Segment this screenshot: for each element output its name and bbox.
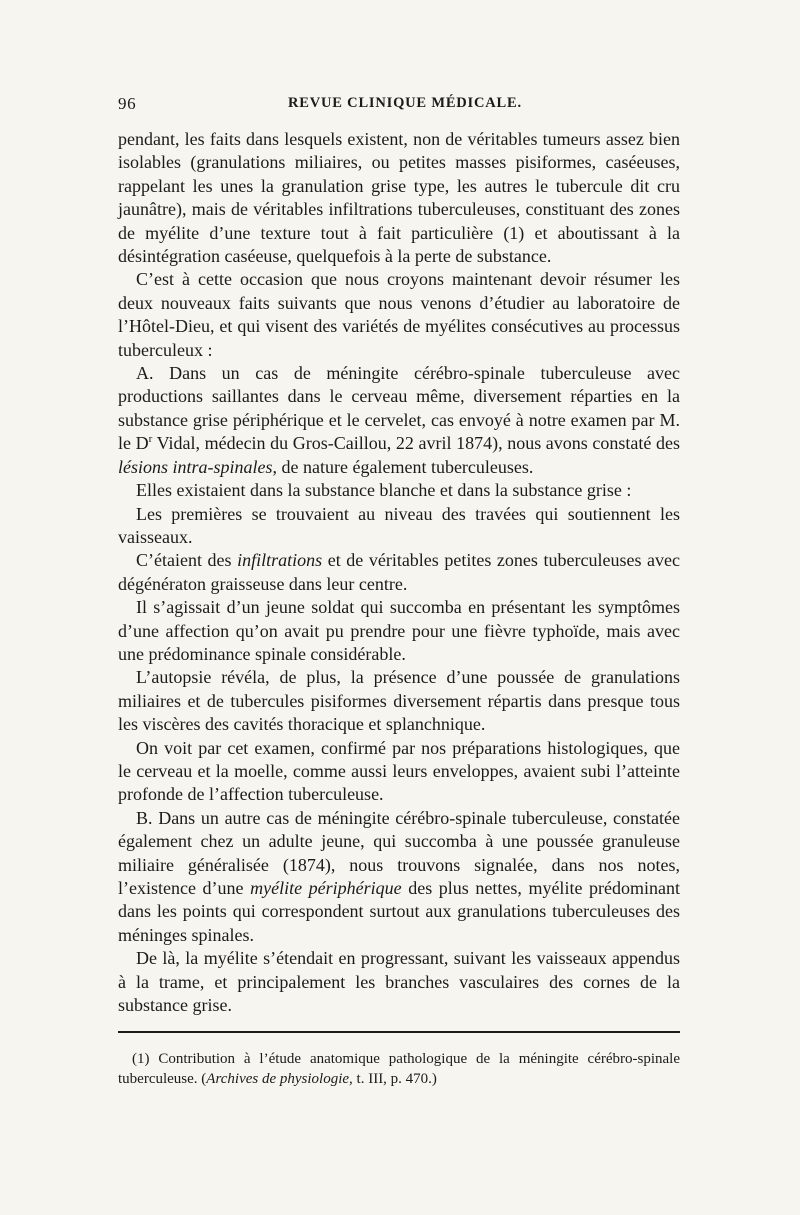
text-run: C’est à cette occasion que nous croyons maintenant devoir résumer les deux nouveaux faits suivants que nous venons d’étudier au laboratoire de l’Hôtel-Dieu, et qui visent des variétés de myélites consécutives au processus tuberculeux : bbox=[118, 269, 680, 360]
text-run: B. Dans un autre cas de méningite cérébro-spinale tuberculeuse, constatée également chez un adulte jeune, qui succomba à une poussée granuleuse miliaire généralisée (1874), nous trouvons signalée, dans nos notes, l’existence d’une bbox=[118, 807, 680, 898]
page bbox=[118, 94, 680, 1104]
superscript: r bbox=[148, 433, 153, 446]
text-run: , t. III, p. 470.) bbox=[349, 1071, 437, 1088]
italic-text: myélite périphérique bbox=[250, 878, 402, 898]
text-run: Il s’agissait d’un jeune soldat qui succomba en présentant les symptômes d’une affection qu’on avait pu prendre pour une fièvre typhoïde, mais avec une prédominance spinale considérable. bbox=[118, 597, 680, 664]
paragraph-p11 bbox=[118, 947, 680, 1017]
text-run: C’étaient des bbox=[136, 550, 238, 571]
text-run: des plus nettes, myélite prédominant dans les points qui correspondent surtout aux granulations tuberculeuses des méninges spinales. bbox=[118, 878, 680, 945]
paragraph-p9 bbox=[118, 737, 680, 807]
paragraph-p2 bbox=[118, 268, 680, 362]
text-run: (1) Contribution à l’étude anatomique pathologique de la méningite cérébro-spinale tuberculeuse. ( bbox=[118, 1051, 680, 1088]
text-run: Elles existaient dans la substance blanche et dans la substance grise : bbox=[136, 480, 632, 501]
page-number: 96 bbox=[118, 94, 137, 113]
footnote bbox=[118, 1049, 680, 1089]
text-run: De là, la myélite s’étendait en progressant, suivant les vaisseaux appendus à la trame, et principalement les branches vasculaires des cornes de la substance grise. bbox=[118, 948, 680, 1016]
paragraph-p1 bbox=[118, 128, 680, 268]
body-text bbox=[118, 128, 680, 1017]
paragraph-p10 bbox=[118, 807, 680, 947]
text-run: Les premières se trouvaient au niveau des travées qui soutiennent les vaisseaux. bbox=[118, 503, 680, 547]
text-run: pendant, les faits dans lesquels existent, non de véritables tumeurs assez bien isolables (granulations miliaires, ou petites masses pisiformes, caséeuses, rappelant les unes la granulation grise type, les autres le tubercule dit cru jaunâtre), mais de véritables infiltrations tuberculeuses, constituant des zones de myélite d’une texture tout à fait particulière (1) et aboutissant à la désintégration caséeuse, quelquefois à la perte de substance. bbox=[118, 129, 680, 267]
paragraph-p7 bbox=[118, 596, 680, 666]
text-run: A. Dans un cas de méningite cérébro-spinale tuberculeuse avec productions saillantes dans le cerveau même, diversement réparties en la substance grise périphérique et le cervelet, cas envoyé à notre examen par M. le D bbox=[118, 363, 680, 454]
running-header bbox=[118, 94, 680, 128]
text-run: L’autopsie révéla, de plus, la présence d’une poussée de granulations miliaires et de tubercules pisiformes diversement répartis dans presque tous les viscères des cavités thoracique et splanchnique. bbox=[118, 667, 680, 735]
footnote-divider bbox=[118, 1031, 680, 1033]
italic-text: Archives de physiologie bbox=[206, 1071, 350, 1088]
text-run: , de nature également tuberculeuses. bbox=[272, 456, 534, 477]
text-run: On voit par cet examen, confirmé par nos préparations histologiques, que le cerveau et la moelle, comme aussi leurs enveloppes, avaient subi l’atteinte profonde de l’affection tuberculeuse. bbox=[118, 737, 680, 805]
paragraph-p3 bbox=[118, 362, 680, 479]
paragraph-p8 bbox=[118, 666, 680, 736]
paragraph-p5 bbox=[118, 503, 680, 550]
italic-text: infiltrations bbox=[237, 550, 323, 571]
paragraph-p6 bbox=[118, 549, 680, 596]
text-run: et de véritables petites zones tuberculeuses avec dégénératon graisseuse dans leur centre. bbox=[118, 550, 680, 594]
running-title: REVUE CLINIQUE MÉDICALE. bbox=[288, 95, 522, 111]
paragraph-p4 bbox=[118, 479, 680, 502]
text-run: Vidal, médecin du Gros-Caillou, 22 avril 1874), nous avons constaté des bbox=[152, 433, 680, 454]
italic-text: lésions intra-spinales bbox=[118, 456, 273, 477]
